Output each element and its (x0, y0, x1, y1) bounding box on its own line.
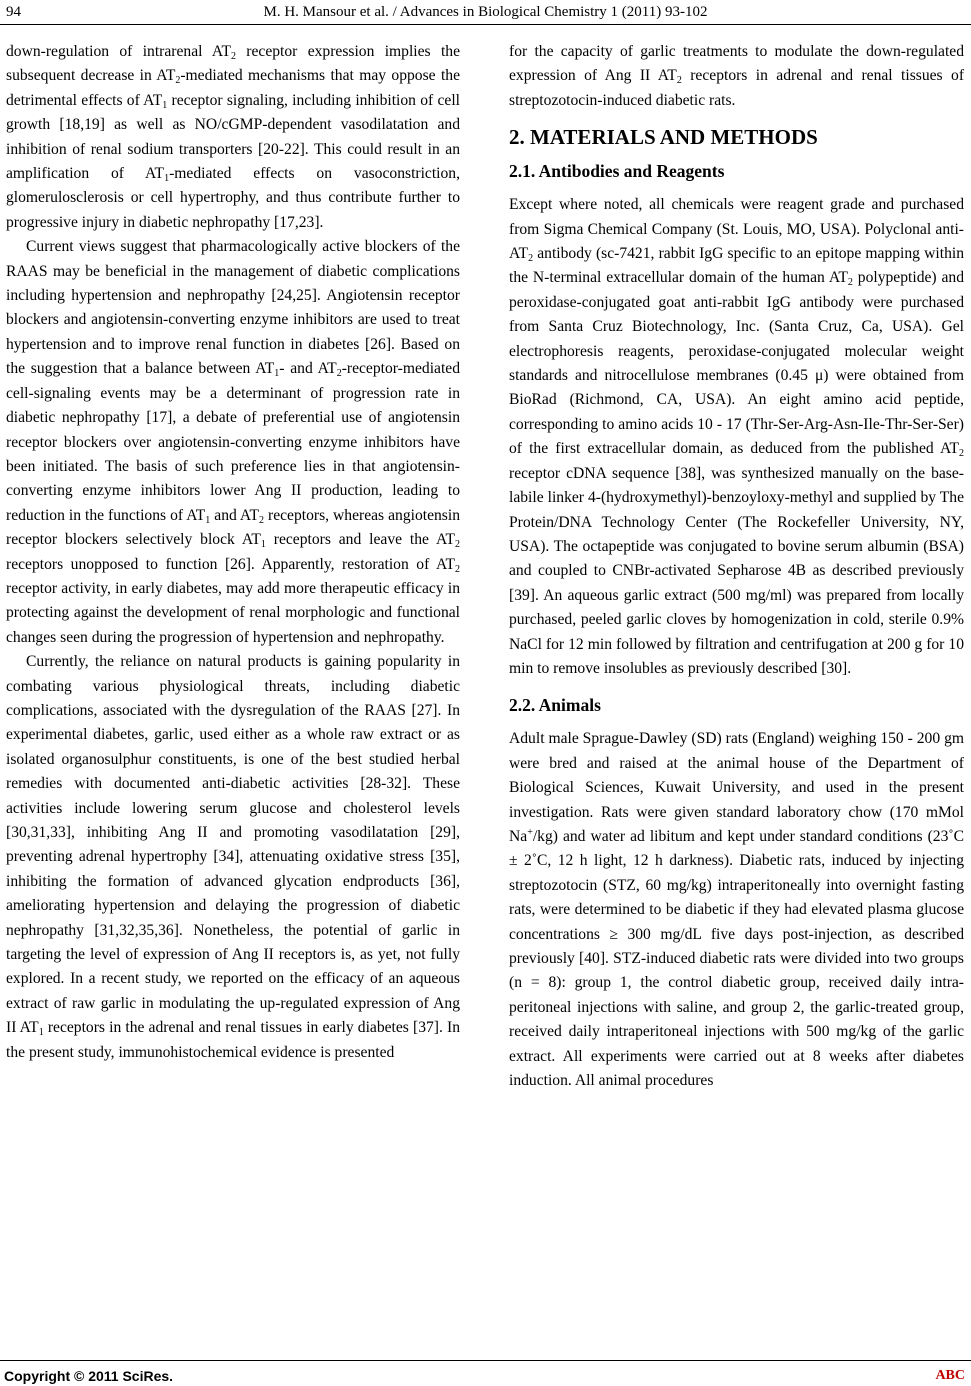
page-header (0, 0, 971, 26)
page-footer (0, 1360, 971, 1384)
paragraph: Adult male Sprague-Dawley (SD) rats (England) weighing 150 - 200 gm were bred and raised at the animal house of the Department of Biological Sciences, Kuwait University, and used in the present investigation. Rats were given standard laboratory chow (170 mMol Na+/kg) and water ad libitum and kept under standard conditions (23˚C ± 2˚C, 12 h light, 12 h darkness). Diabetic rats, induced by injecting streptozotocin (STZ, 60 mg/kg) intraperitoneally into overnight fasting rats, were determined to be diabetic if they had elevated plasma glucose concentrations ≥ 300 mg/dL five days post-injection, as described previously [40]. STZ-induced diabetic rats were divided into two groups (n = 8): group 1, the control diabetic group, received daily intra-peritoneal injections with saline, and group 2, the garlic-treated group, received daily intraperitoneal injections with 500 mg/kg of the garlic extract. All experiments were carried out at 8 weeks after diabetes induction. All animal procedures (509, 730, 964, 1090)
paragraph: Current views suggest that pharmacologically active blockers of the RAAS may be beneficial in the management of diabetic complications including hypertension and nephropathy [24,25]. Angiotensin receptor blockers and angiotensin-converting enzyme inhibitors are used to treat hypertension and to improve renal function in diabetes [26]. Based on the suggestion that a balance between $AT_1-$ and $AT_2-receptor$-mediated cell-signaling events may be a determinant of progression rate in diabetic nephropathy [17], a debate of preferential use of angiotensin receptor blockers over angiotensin-converting enzyme inhibitors have been initiated. The basis of such preference lies in that angiotensin-converting enzyme inhibitors lower Ang II production, leading to reduction in the functions of $AT_1$ and $AT_2$ receptors, whereas angiotensin receptor blockers selectively block $AT_1$ receptors and leave the $AT_2$ receptors unopposed to function [26]. Apparently, restoration of $AT_2$ receptor activity, in early diabetes, may add more therapeutic efficacy in protecting against the development of renal morphologic and functional changes seen during the progression of hypertension and nephropathy. (6, 238, 461, 646)
running-head: M. H. Mansour et al. / Advances in Biological Chemistry 1 (2011) 93-102 (263, 4, 708, 20)
paragraph: for the capacity of garlic treatments to modulate the down-regulated expression of Ang II $AT_2$ receptors in adrenal and renal tissues of streptozotocin-induced diabetic rats. (509, 43, 965, 109)
paragraph: down-regulation of intrarenal $AT_2$ receptor expression implies the subsequent decrease in $AT_2$-mediated mechanisms that may oppose the detrimental effects of $AT_1$ receptor signaling, including inhibition of cell growth [18,19] as well as NO/cGMP-dependent vasodilatation and inhibition of renal sodium transporters [20-22]. This could result in an amplification of $AT_1$-mediated effects on vasoconstriction, glomerulosclerosis or cell hypertrophy, and thus contribute further to progressive injury in diabetic nephropathy [17,23]. (6, 43, 460, 231)
right-column (509, 40, 964, 1093)
paragraph: Currently, the reliance on natural products is gaining popularity in combating various physiological threats, including diabetic complications, associated with the dysregulation of the RAAS [27]. In experimental diabetes, garlic, used either as a whole raw extract or as isolated organosulphur constituents, is one of the best studied herbal remedies with documented anti-diabetic activities [28-32]. These activities include lowering serum glucose and cholesterol levels [30,31,33], inhibiting Ang II and promoting vasodilatation [29], preventing adrenal hypertrophy [34], attenuating oxidative stress [35], inhibiting the formation of advanced glycation endproducts [36], ameliorating hypertension and delaying the progression of diabetic nephropathy [31,32,35,36]. Nonetheless, the potential of garlic in targeting the level of expression of Ang II receptors is, as yet, not fully explored. In a recent study, we reported on the efficacy of an aqueous extract of raw garlic in modulating the up-regulated expression of Ang II $AT_1$ receptors in the adrenal and renal tissues in early diabetes [37]. In the present study, immunohistochemical evidence is presented (6, 653, 460, 1061)
page-number: 94 (6, 4, 21, 20)
journal-abbreviation: ABC (935, 1368, 965, 1383)
header-rule (0, 24, 971, 25)
footer-rule (0, 1360, 971, 1361)
subsection-heading: 2.2. Animals (509, 695, 601, 716)
copyright-notice: Copyright © 2011 SciRes. (4, 1368, 174, 1384)
subsection-heading: 2.1. Antibodies and Reagents (509, 161, 725, 182)
paragraph: Except where noted, all chemicals were reagent grade and purchased from Sigma Chemical Company (St. Louis, MO, USA). Polyclonal anti-$AT_2$ antibody (sc-7421, rabbit IgG specific to an epitope mapping within the N-terminal extracellular domain of the human $AT_2$ polypeptide) and peroxidase-conjugated goat anti-rabbit IgG antibody were purchased from Santa Cruz Biotechnology, Inc. (Santa Cruz, Ca, USA). Gel electrophoresis reagents, peroxidase-conjugated molecular weight standards and nitrocellulose membranes (0.45 μ) were obtained from BioRad (Richmond, CA, USA). An eight amino acid peptide, corresponding to amino acids 10 - 17 (Thr-Ser-Arg-Asn-Ile-Thr-Ser-Ser) of the first extracellular domain, as deduced from the published $AT_2$ receptor cDNA sequence [38], was synthesized manually on the base-labile linker 4-(hydroxymethyl)-benzoyloxy-methyl and supplied by The Protein/DNA Technology Center (The Rockefeller University, NY, USA). The octapeptide was conjugated to bovine serum albumin (BSA) and coupled to CNBr-activated Sepharose 4B as described previously [39]. An aqueous garlic extract (500 mg/ml) was prepared from locally purchased, peeled garlic cloves by homogenization in cold, sterile 0.9% NaCl for 12 min followed by filtration and centrifugation at 200 g for 10 min to remove insolubles as previously described [30]. (509, 196, 964, 677)
section-heading: 2. MATERIALS AND METHODS (509, 125, 818, 150)
left-column (6, 40, 460, 1065)
